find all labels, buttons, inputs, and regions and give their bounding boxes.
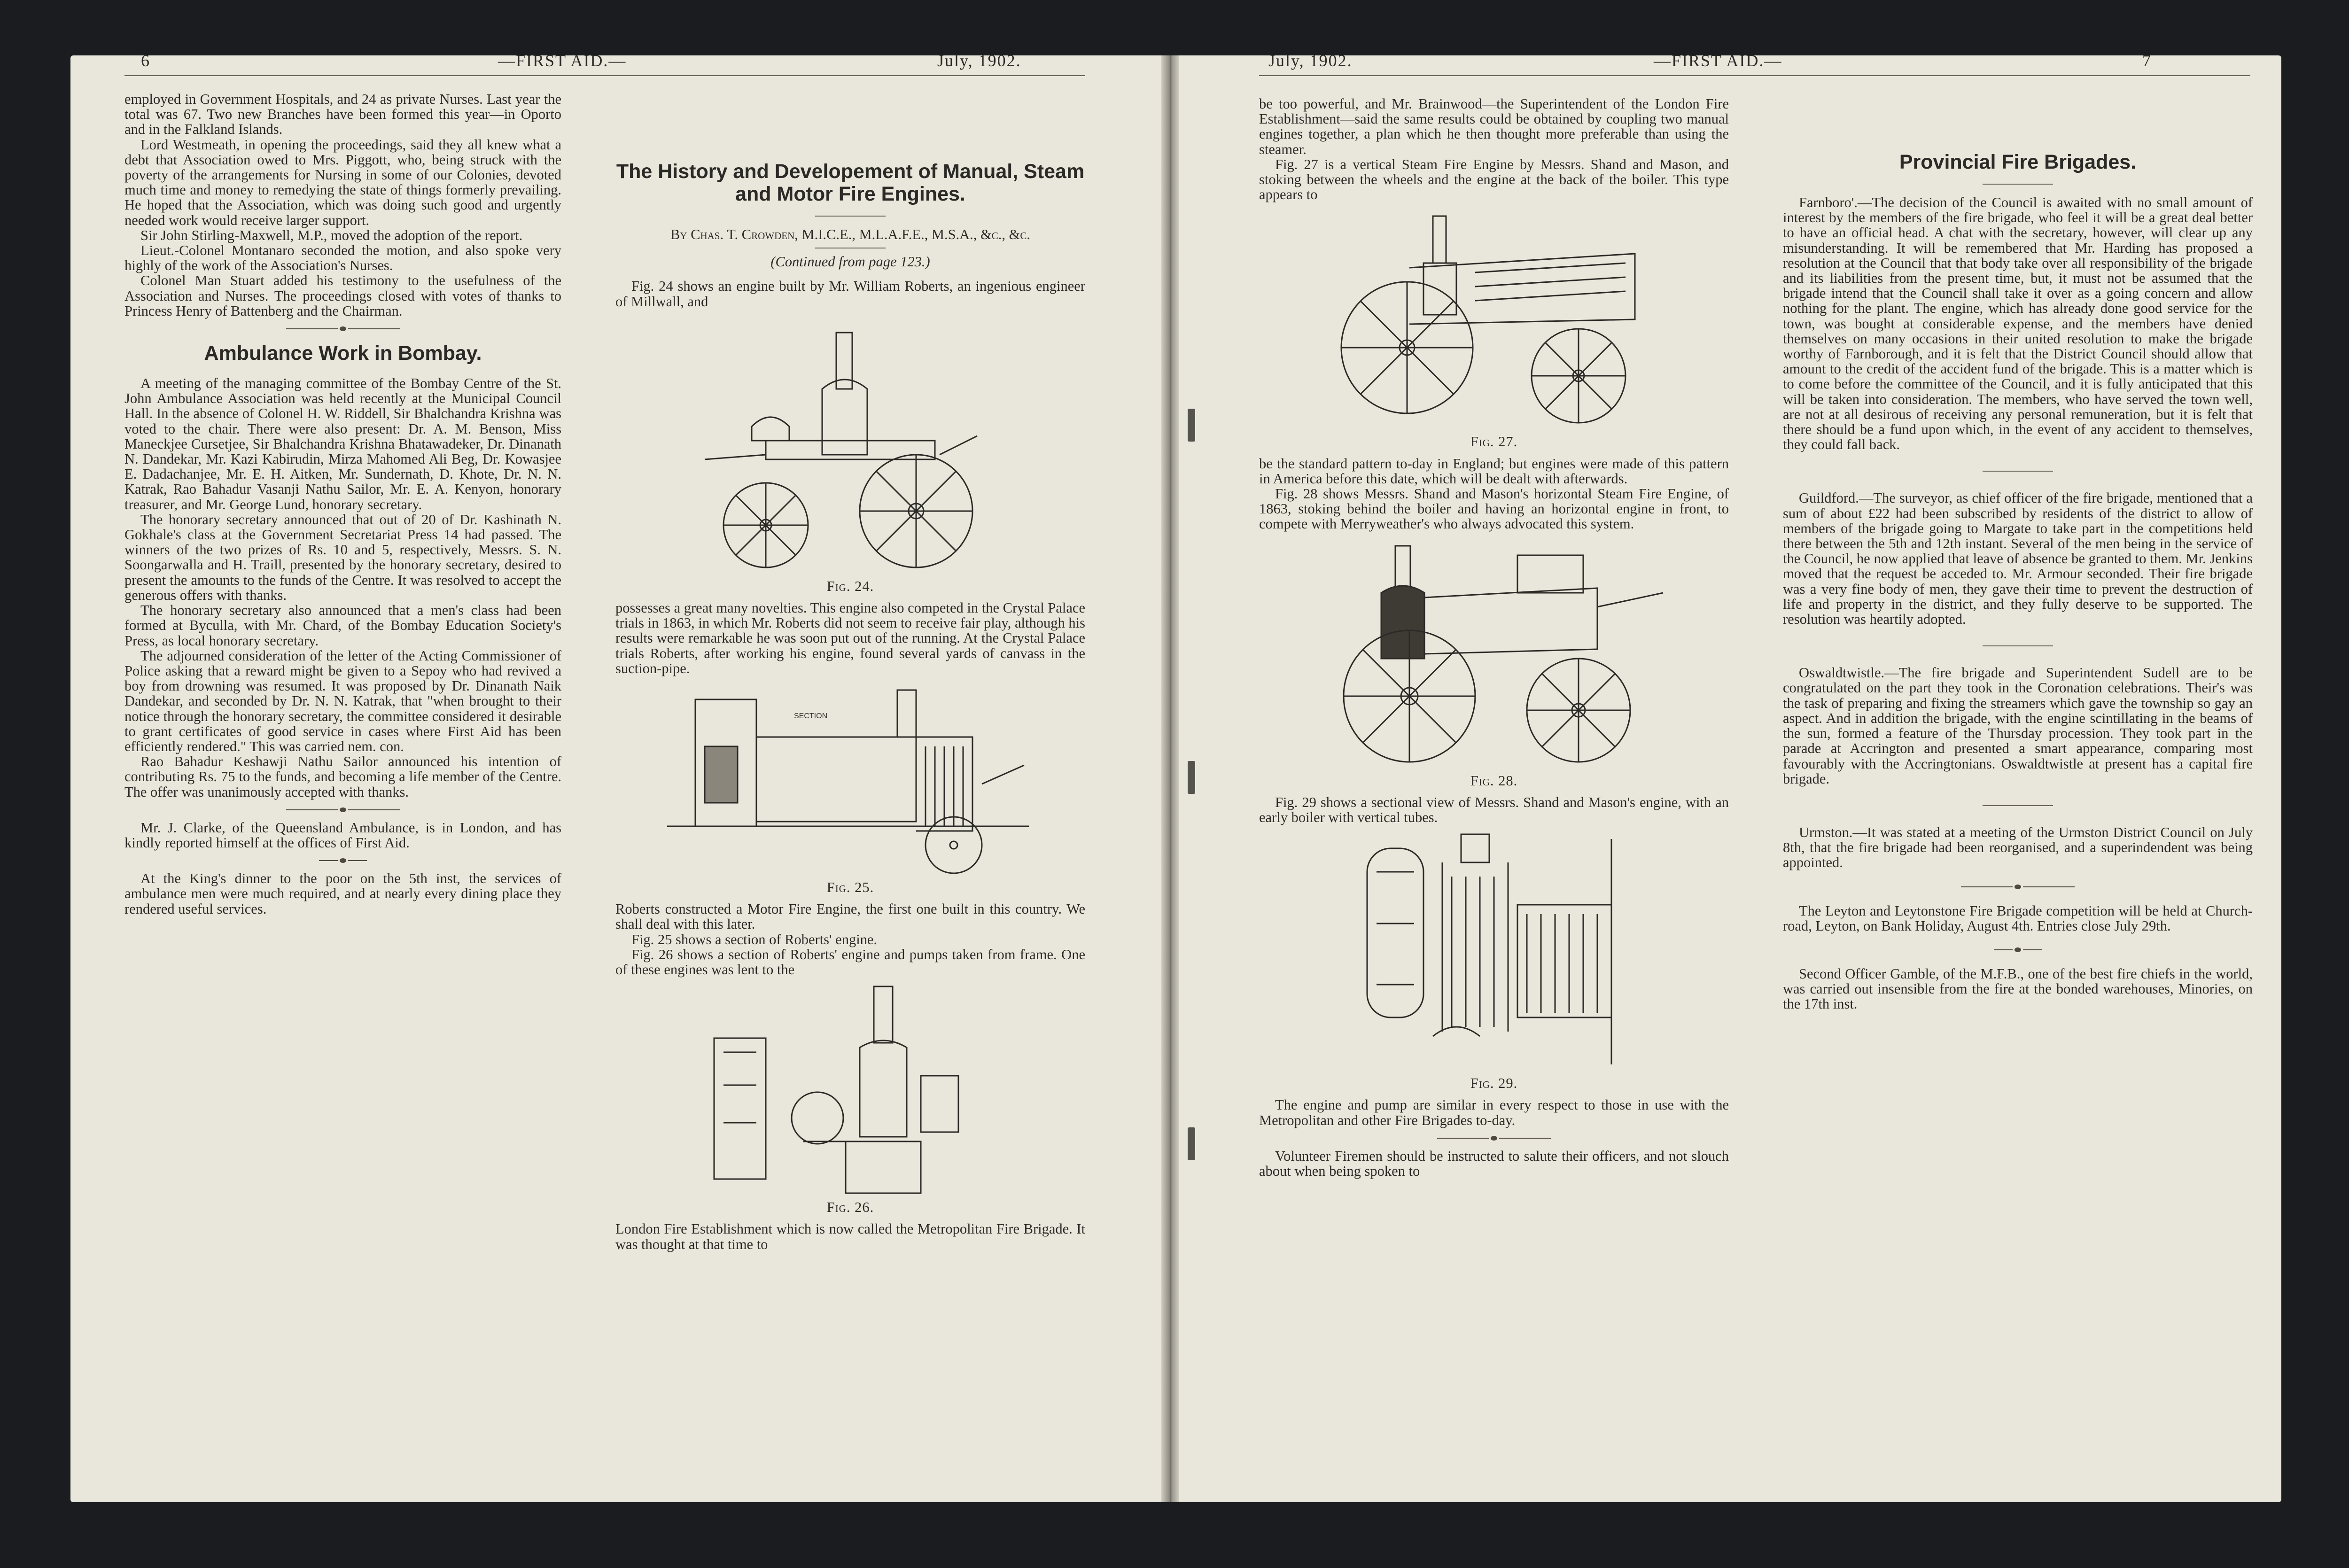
page-date: July, 1902. xyxy=(937,51,1021,70)
staple xyxy=(1188,761,1195,794)
journal-title: —FIRST AID.— xyxy=(1654,51,1782,70)
paragraph: London Fire Establishment which is now called the Metropolitan Fire Brigade. It was thought at that time to xyxy=(615,1221,1085,1252)
figure-caption: Fig. 26. xyxy=(826,1199,874,1216)
paragraph: Guildford.—The surveyor, as chief officer of the fire brigade, mentioned that a sum of about £22 had been subscribed by residents of the district to allow of members of the brigade going to Margate to take part in the competitions held there between the 5th and 12th instant. Several of the men being in the service of the Council, he now applied that leave of absence be granted to them. Mr. Jenkins moved that the request be acceded to. Mr. Armour seconded. Their fire brigade was a very fine body of men, they gave their time to prevent the destruction of life and property in the district, and they fully deserve to be supported. The resolution was heartily adopted. xyxy=(1783,490,2253,628)
paragraph: Roberts constructed a Motor Fire Engine, the first one built in this country. We shall deal with this later. xyxy=(615,901,1085,932)
paragraph: Sir John Stirling-Maxwell, M.P., moved the adoption of the report. xyxy=(140,227,523,243)
figure-caption: Fig. 24. xyxy=(826,578,874,594)
paragraph: Fig. 29 shows a sectional view of Messrs. Shand and Mason's engine, with an early boiler with vertical tubes. xyxy=(1259,794,1729,826)
paragraph: Colonel Man Stuart added his testimony to the usefulness of the Association and Nurses. The proceedings closed with votes of thanks to Princess Henry of Battenberg and the Chairman. xyxy=(124,272,561,319)
ornament-divider xyxy=(1783,933,2253,966)
paragraph: A meeting of the managing committee of the Bombay Centre of the St. John Ambulance Association was held recently at the Municipal Council Hall. In the absence of Colonel H. W. Riddell, Sir Bhalchandra Krishna was voted to the chair. There were also present: Dr. A. M. Benson, Miss Maneckjee Cursetjee, Sir Bhalchandra Krishna Bhatawadeker, Dr. Dinanath N. Dandekar, Mr. Kazi Kabirudin, Mirza Mahomed Ali Beg, Dr. Kowasjee E. Dadachanjee, Mr. E. H. Aitken, Mr. Sundernath, D. Khote, Dr. N. N. Katrak, Rao Bahadur Vasanji Nathu Sailor, Mr. E. A. Kenyon, honorary treasurer, and Mr. George Lund, honorary secretary. xyxy=(124,375,561,512)
paragraph: be the standard pattern to-day in England; but engines were made of this pattern in America before this date, which will be dealt with afterwards. xyxy=(1259,455,1729,487)
article-title: Ambulance Work in Bombay. xyxy=(204,342,482,365)
paragraph: Fig. 28 shows Messrs. Shand and Mason's horizontal Steam Fire Engine, of 1863, stoking behind the boiler and having an horizontal engine in front, to compete with Merryweather's who always advocated this system. xyxy=(1259,486,1729,532)
staple xyxy=(1188,1127,1195,1160)
byline: By Chas. T. Crowden, M.I.C.E., M.L.A.F.E., M.S.A., &c., &c. xyxy=(670,226,1031,242)
paragraph: be too powerful, and Mr. Brainwood—the Superintendent of the London Fire Establishment—said the same results could be obtained by coupling two manual engines together, a plan which he then thought more preferable than using the steamer. xyxy=(1259,96,1729,157)
book-gutter xyxy=(1161,55,1179,1502)
right-column-2 xyxy=(1783,148,2253,1012)
paragraph: Lord Westmeath, in opening the proceedings, said they all knew what a debt that Association owed to Mrs. Piggott, who, being struck with the poverty of the arrangements for Nursing in some of our Colonies, devoted much time and money to remedying the state of things formerly prevailing. He hoped that the Association, which was doing such good and urgently needed work would receive larger support. xyxy=(124,136,561,228)
figure-caption: Fig. 28. xyxy=(1470,772,1518,789)
continued-note: (Continued from page 123.) xyxy=(770,254,930,270)
paragraph: The honorary secretary also announced that a men's class had been formed at Byculla, with Mr. Chard, of the Bombay Education Society's Press, as local honorary secretary. xyxy=(124,602,561,649)
paragraph: Farnboro'.—The decision of the Council is awaited with no small amount of interest by the members of the fire brigade, who feel it will be a great deal better to have an official head. A chat with the secretary, however, will clear up any misunderstanding. It will be remembered that Mr. Harding has proposed a resolution at the Council that that body take over all responsibility of the brigade and its liabilities from the present time, but, it must not be assumed that the brigade intend that the Council shall take it over as a going concern and allow nothing for the plant. The engine, which has already done good service for the town, was bought at considerable expense, and the members have denied themselves on many occasions in their united resolution to make the brigade worthy of Farnborough, and it is felt that the District Council should allow that amount to the credit of the accident fund of the brigade. This is a matter which is to come before the committee of the Council, and it is fully anticipated that this will be taken into consideration. The members, who have served the town well, are not at all desirous of receiving any personal remuneration, but it is felt that there should be a fund upon which, in the event of any accident to themselves, they could fall back. xyxy=(1783,194,2253,453)
figure-label: SECTION xyxy=(794,712,828,721)
article-title: Provincial Fire Brigades. xyxy=(1899,151,2137,173)
left-column-1 xyxy=(124,92,561,916)
fire-engine-illustration xyxy=(1348,830,1640,1074)
journal-title: —FIRST AID.— xyxy=(498,51,627,70)
figure-caption: Fig. 29. xyxy=(1470,1075,1518,1092)
paragraph: possesses a great many novelties. This engine also competed in the Crystal Palace trials in 1863, in which Mr. Roberts did not seem to receive fair play, although his results were remarkable he was soon put out of the running. At the Crystal Palace trials Roberts, after working his engine, found several yards of canvass in the suction-pipe. xyxy=(615,600,1085,676)
paragraph: Oswaldtwistle.—The fire brigade and Superintendent Sudell are to be congratulated on the part they took in the Coronation celebrations. Their's was the task of preparing and fixing the streamers which gave the township so gay an aspect. And in addition the brigade, with the engine scintillating in the beams of the sun, formed a feature of the Thursday procession. They took part in the parade at Accrington and presented a smart appearance, comparing most favourably with the Accringtonians. Oswaldtwistle at present has a capital fire brigade. xyxy=(1783,665,2253,787)
fire-engine-illustration xyxy=(686,982,1015,1198)
page-date: July, 1902. xyxy=(1268,51,1353,70)
ornament-divider xyxy=(1783,870,2253,903)
paragraph: Fig. 24 shows an engine built by Mr. William Roberts, an ingenious engineer of Millwall, and xyxy=(615,278,1085,310)
ornament-divider xyxy=(124,318,561,339)
paragraph: Fig. 27 is a vertical Steam Fire Engine by Messrs. Shand and Mason, and stoking between the wheels and the engine at the back of the boiler. This type appears to xyxy=(1259,156,1729,203)
paragraph: employed in Government Hospitals, and 24 as private Nurses. Last year the total was 67. Two new Branches have been formed this year—in Oporto and in the Falkland Islands. xyxy=(124,91,561,138)
page-number: 7 xyxy=(2142,51,2152,70)
right-column-1 xyxy=(1259,96,1729,1179)
paragraph: Volunteer Firemen should be instructed to salute their officers, and not slouch about when being spoken to xyxy=(1259,1148,1729,1180)
paragraph: Second Officer Gamble, of the M.F.B., one of the best fire chiefs in the world, was carried out insensible from the fire at the bonded warehouses, Minories, on the 17th inst. xyxy=(1783,965,2253,1012)
fire-engine-illustration xyxy=(1315,536,1672,771)
fire-engine-illustration xyxy=(695,314,1005,577)
paragraph: Urmston.—It was stated at a meeting of the Urmston District Council on July 8th, that the fire brigade had been reorganised, and a superindendent was being appointed. xyxy=(1783,824,2253,871)
article-title: The History and Developement of Manual, Steam and Motor Fire Engines. xyxy=(616,160,1085,205)
header-rule xyxy=(1259,75,2250,76)
paragraph: Mr. J. Clarke, of the Queensland Ambulance, is in London, and has kindly reported himself at the offices of First Aid. xyxy=(124,819,561,851)
staple xyxy=(1188,409,1195,442)
ornament-divider xyxy=(124,850,561,871)
left-column-2 xyxy=(615,157,1085,1252)
page-number: 6 xyxy=(141,51,150,70)
ornament-divider xyxy=(124,800,561,820)
paragraph: Rao Bahadur Keshawji Nathu Sailor announced his intention of contributing Rs. 75 to the funds, and becoming a life member of the Centre. The offer was unanimously accepted with thanks. xyxy=(124,753,561,800)
paragraph: The adjourned consideration of the letter of the Acting Commissioner of Police asking that a reward might be given to a Sepoy who had revived a boy from drowning was resumed. It was proposed by Dr. Dinanath Naik Dandekar, and seconded by Dr. N. N. Katrak, that "when brought to their notice through the honorary secretary, the committee considered it desirable to grant certificates of good service in cases where First Aid has been efficiently rendered." This was carried nem. con. xyxy=(124,647,561,754)
paragraph: Fig. 26 shows a section of Roberts' engine and pumps taken from frame. One of these engines was lent to the xyxy=(615,946,1085,978)
header-rule xyxy=(124,75,1085,76)
figure-caption: Fig. 27. xyxy=(1470,434,1518,450)
figure-caption: Fig. 25. xyxy=(826,879,874,896)
paragraph: The Leyton and Leytonstone Fire Brigade competition will be held at Church-road, Leyton, on Bank Holiday, August 4th. Entries close July 29th. xyxy=(1783,902,2253,934)
paragraph: Fig. 25 shows a section of Roberts' engine. xyxy=(631,931,878,947)
ornament-divider xyxy=(1259,1128,1729,1149)
paragraph: At the King's dinner to the poor on the 5th inst, the services of ambulance men were much required, and at nearly every dining place they rendered useful services. xyxy=(124,870,561,917)
paragraph: The engine and pump are similar in every respect to those in use with the Metropolitan and other Fire Brigades to-day. xyxy=(1259,1097,1729,1128)
paragraph: The honorary secretary announced that out of 20 of Dr. Kashinath N. Gokhale's class at the Government Secretariat Press 14 had passed. The winners of the two prizes of Rs. 10 and 5, respectively, Messrs. S. N. Soongarwalla and H. Traill, presented by the honorary secretary, desired to present the amounts to the funds of the Centre. It was resolved to accept the generous offers with thanks. xyxy=(124,511,561,603)
fire-engine-illustration xyxy=(1334,207,1654,432)
fire-engine-illustration xyxy=(653,681,1048,878)
paragraph: Lieut.-Colonel Montanaro seconded the motion, and also spoke very highly of the work of the Association's Nurses. xyxy=(124,242,561,274)
